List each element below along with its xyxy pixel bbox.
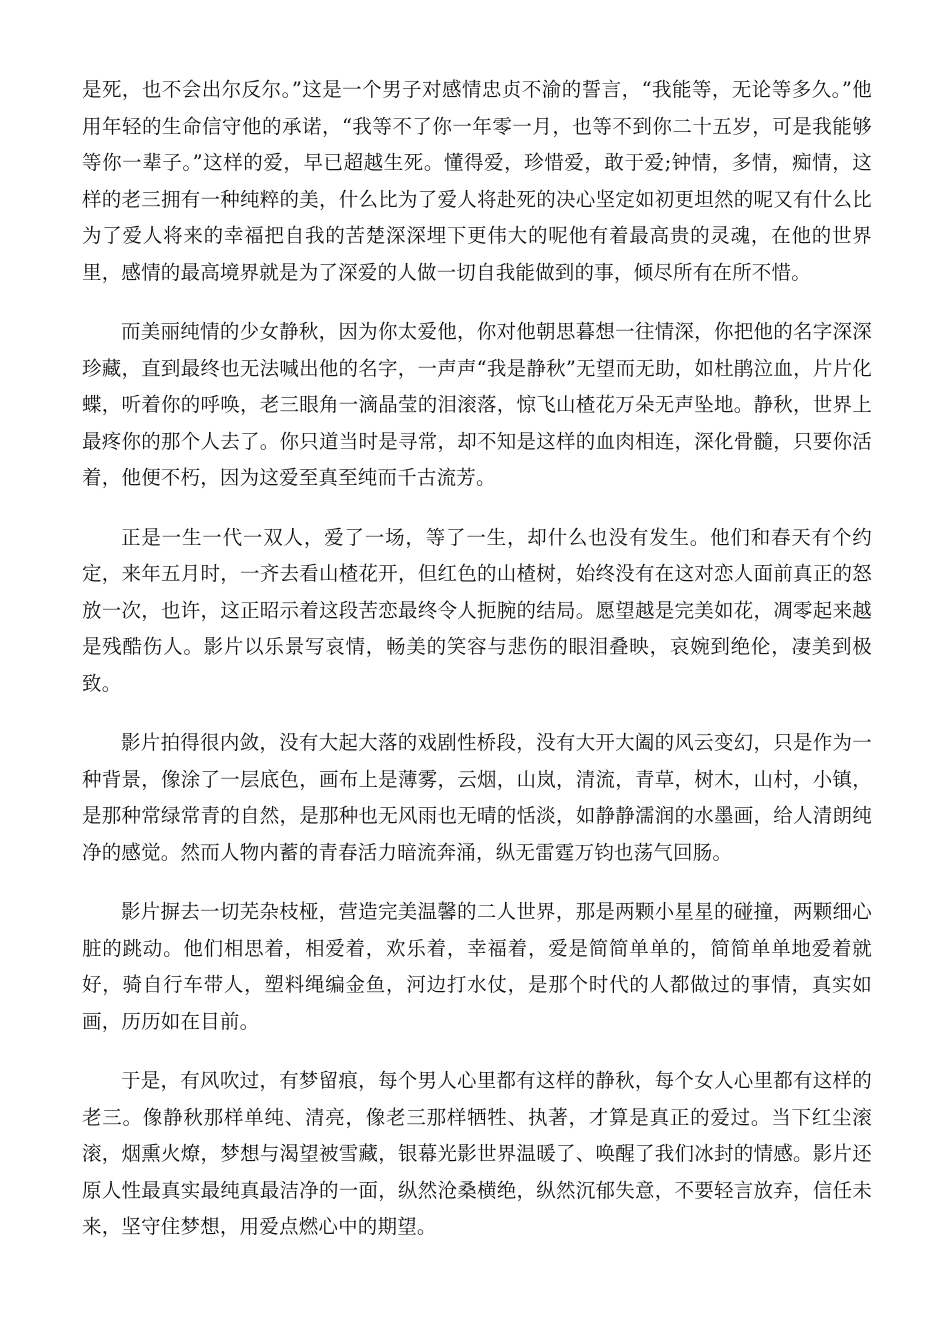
paragraph-4: 影片拍得很内敛，没有大起大落的戏剧性桥段，没有大开大阖的风云变幻，只是作为一种背景，像涂了一层底色，画布上是薄雾，云烟，山岚，清流，青草，树木，山村，小镇，是那种常绿常青的自然，是那种也无风雨也无晴的恬淡，如静静濡润的水墨画，给人清朗纯净的感觉。然而人物内蓄的青春活力暗流奔涌，纵无雷霆万钧也荡气回肠。 bbox=[82, 731, 872, 864]
paragraph-6: 于是，有风吹过，有梦留痕，每个男人心里都有这样的静秋，每个女人心里都有这样的老三。像静秋那样单纯、清亮，像老三那样牺牲、执著，才算是真正的爱过。当下红尘滚滚，烟熏火燎，梦想与渴望被雪藏，银幕光影世界温暖了、唤醒了我们冰封的情感。影片还原人性最真实最纯真最洁净的一面，纵然沧桑横绝，纵然沉郁失意，不要轻言放弃，信任未来，坚守住梦想，用爱点燃心中的期望。 bbox=[82, 1069, 872, 1238]
paragraph-2: 而美丽纯情的少女静秋，因为你太爱他，你对他朝思暮想一往情深，你把他的名字深深珍藏，直到最终也无法喊出他的名字，一声声“我是静秋”无望而无助，如杜鹃泣血，片片化蝶，听着你的呼唤，老三眼角一滴晶莹的泪滚落，惊飞山楂花万朵无声坠地。静秋，世界上最疼你的那个人去了。你只道当时是寻常，却不知是这样的血肉相连，深化骨髓，只要你活着，他便不朽，因为这爱至真至纯而千古流芳。 bbox=[82, 320, 872, 489]
paragraph-3: 正是一生一代一双人，爱了一场，等了一生，却什么也没有发生。他们和春天有个约定，来年五月时，一齐去看山楂花开，但红色的山楂树，始终没有在这对恋人面前真正的怒放一次，也许，这正昭示着这段苦恋最终令人扼腕的结局。愿望越是完美如花，凋零起来越是残酷伤人。影片以乐景写哀情，畅美的笑容与悲伤的眼泪叠映，哀婉到绝伦，凄美到极致。 bbox=[82, 525, 872, 695]
paragraph-1: 是死，也不会出尔反尔。”这是一个男子对感情忠贞不渝的誓言，“我能等，无论等多久。”他用年轻的生命信守他的承诺，“我等不了你一年零一月，也等不到你二十五岁，可是我能够等你一辈子。”这样的爱，早已超越生死。懂得爱，珍惜爱，敢于爱;钟情，多情，痴情，这样的老三拥有一种纯粹的美，什么比为了爱人将赴死的决心坚定如初更坦然的呢又有什么比为了爱人将来的幸福把自我的苦楚深深埋下更伟大的呢他有着最高贵的灵魂，在他的世界里，感情的最高境界就是为了深爱的人做一切自我能做到的事，倾尽所有在所不惜。 bbox=[82, 78, 872, 284]
paragraph-5: 影片摒去一切芜杂枝桠，营造完美温馨的二人世界，那是两颗小星星的碰撞，两颗细心脏的跳动。他们相思着，相爱着，欢乐着，幸福着，爱是简简单单的，简简单单地爱着就好，骑自行车带人，塑料绳编金鱼，河边打水仗，是那个时代的人都做过的事情，真实如画，历历如在目前。 bbox=[82, 900, 872, 1033]
document-page bbox=[82, 72, 872, 1269]
